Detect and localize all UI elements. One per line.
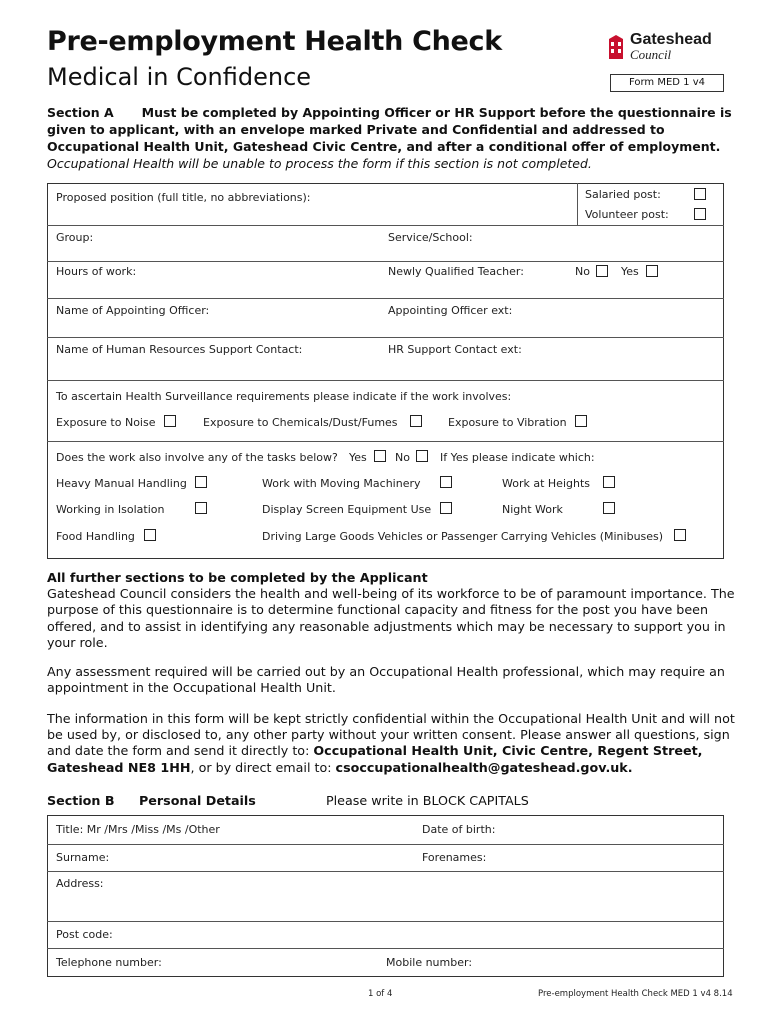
divider xyxy=(47,380,724,381)
surname-field-label: Surname: xyxy=(56,851,110,864)
salaried-post-label: Salaried post: xyxy=(585,188,661,201)
page-title: Pre-employment Health Check xyxy=(47,26,502,57)
chemicals-label: Exposure to Chemicals/Dust/Fumes xyxy=(203,416,398,429)
volunteer-post-checkbox[interactable] xyxy=(694,208,706,220)
section-b-note: Please write in BLOCK CAPITALS xyxy=(326,793,529,808)
tasks-no-checkbox[interactable] xyxy=(416,450,428,462)
page-number: 1 of 4 xyxy=(368,989,393,999)
vibration-checkbox[interactable] xyxy=(575,415,587,427)
heights-label: Work at Heights xyxy=(502,477,590,490)
volunteer-post-label: Volunteer post: xyxy=(585,208,669,221)
manual-handling-label: Heavy Manual Handling xyxy=(56,477,187,490)
tasks-question: Does the work also involve any of the tasks below? xyxy=(56,451,338,464)
machinery-checkbox[interactable] xyxy=(440,476,452,488)
hours-of-work-label: Hours of work: xyxy=(56,265,137,278)
council-logo xyxy=(606,31,726,67)
driving-label: Driving Large Goods Vehicles or Passenger Carrying Vehicles (Minibuses) xyxy=(262,530,664,543)
dse-label: Display Screen Equipment Use xyxy=(262,503,432,516)
machinery-label: Work with Moving Machinery xyxy=(262,477,421,490)
dse-checkbox[interactable] xyxy=(440,502,452,514)
surveillance-question: To ascertain Health Surveillance requirements please indicate if the work involves: xyxy=(56,390,512,403)
section-a-instruction: Must be completed by Appointing Officer or HR Support before the questionnaire is given to applicant, with an envelope marked Private and Confidential and addressed to Occupational Health Unit, Gateshead Civic Centre, and after a conditional offer of employment. xyxy=(47,105,732,154)
group-label: Group: xyxy=(56,231,94,244)
tasks-no-label: No xyxy=(395,451,410,464)
telephone-field-label: Telephone number: xyxy=(56,956,162,969)
forenames-field-label: Forenames: xyxy=(422,851,487,864)
noise-checkbox[interactable] xyxy=(164,415,176,427)
chemicals-checkbox[interactable] xyxy=(410,415,422,427)
applicant-info xyxy=(47,570,737,651)
proposed-position-label: Proposed position (full title, no abbreviations): xyxy=(56,191,311,204)
service-school-label: Service/School: xyxy=(388,231,473,244)
manual-handling-checkbox[interactable] xyxy=(195,476,207,488)
para-3-address: Occupational Health Unit, Civic Centre, Regent Street, Gateshead NE8 1HH xyxy=(47,743,703,775)
appointing-officer-ext-label: Appointing Officer ext: xyxy=(388,304,513,317)
nqt-yes-label: Yes xyxy=(621,265,639,278)
tasks-yes-checkbox[interactable] xyxy=(374,450,386,462)
page-subtitle: Medical in Confidence xyxy=(47,63,312,91)
section-a-note: Occupational Health will be unable to process the form if this section is not completed. xyxy=(47,156,592,171)
dob-field-label: Date of birth: xyxy=(422,823,496,836)
divider xyxy=(47,298,724,299)
postcode-field-label: Post code: xyxy=(56,928,113,941)
title-field-label: Title: Mr /Mrs /Miss /Ms /Other xyxy=(56,823,220,836)
council-crest-icon xyxy=(606,33,626,63)
noise-label: Exposure to Noise xyxy=(56,416,156,429)
nqt-label: Newly Qualified Teacher: xyxy=(388,265,524,278)
divider xyxy=(47,337,724,338)
nqt-no-checkbox[interactable] xyxy=(596,265,608,277)
salaried-post-checkbox[interactable] xyxy=(694,188,706,200)
isolation-checkbox[interactable] xyxy=(195,502,207,514)
form-reference: Form MED 1 v4 xyxy=(610,74,724,92)
divider xyxy=(47,871,724,872)
footer-reference: Pre-employment Health Check MED 1 v4 8.14 xyxy=(538,989,733,999)
section-a-heading: Section A xyxy=(47,105,114,120)
para-3-start: The information in this form will be kept strictly confidential within the Occupational Health Unit and will not be used by, or disclosed to, any other party without your written consent. Please answer all questions, sign and date the form and send it directly to: xyxy=(47,711,735,759)
divider xyxy=(47,844,724,845)
divider xyxy=(47,948,724,949)
divider xyxy=(47,921,724,922)
logo-sub: Council xyxy=(630,47,672,62)
para-3-mid: , or by direct email to: xyxy=(190,759,336,775)
food-handling-label: Food Handling xyxy=(56,530,135,543)
applicant-para-2: Any assessment required will be carried out by an Occupational Health professional, which may require an appointment in the Occupational Health Unit. xyxy=(47,664,725,696)
night-work-label: Night Work xyxy=(502,503,563,516)
food-handling-checkbox[interactable] xyxy=(144,529,156,541)
isolation-label: Working in Isolation xyxy=(56,503,165,516)
tasks-if-yes-label: If Yes please indicate which: xyxy=(440,451,595,464)
divider xyxy=(47,225,724,226)
hr-contact-ext-label: HR Support Contact ext: xyxy=(388,343,522,356)
section-b-table xyxy=(47,815,724,977)
heights-checkbox[interactable] xyxy=(603,476,615,488)
section-b-title: Personal Details xyxy=(139,793,256,808)
section-b-heading: Section B xyxy=(47,793,115,808)
nqt-yes-checkbox[interactable] xyxy=(646,265,658,277)
nqt-no-label: No xyxy=(575,265,590,278)
vibration-label: Exposure to Vibration xyxy=(448,416,567,429)
appointing-officer-label: Name of Appointing Officer: xyxy=(56,304,210,317)
divider xyxy=(47,261,724,262)
address-field-label: Address: xyxy=(56,877,104,890)
night-work-checkbox[interactable] xyxy=(603,502,615,514)
section-a-intro xyxy=(47,104,732,172)
para-3-email[interactable]: csoccupationalhealth@gateshead.gov.uk. xyxy=(335,759,633,775)
hr-contact-label: Name of Human Resources Support Contact: xyxy=(56,343,303,356)
driving-checkbox[interactable] xyxy=(674,529,686,541)
divider xyxy=(577,183,578,225)
mobile-field-label: Mobile number: xyxy=(386,956,473,969)
logo-name: Gateshead xyxy=(630,31,712,48)
applicant-heading: All further sections to be completed by the Applicant xyxy=(47,570,428,585)
applicant-para-3 xyxy=(47,711,737,776)
applicant-para-1: Gateshead Council considers the health and well-being of its workforce to be of paramount importance. The purpose of this questionnaire is to determine functional capacity and fitness for the post you have been offered, and to assist in identifying any reasonable adjustments which may be necessary to support you in your role. xyxy=(47,586,735,650)
tasks-yes-label: Yes xyxy=(349,451,367,464)
divider xyxy=(47,441,724,442)
